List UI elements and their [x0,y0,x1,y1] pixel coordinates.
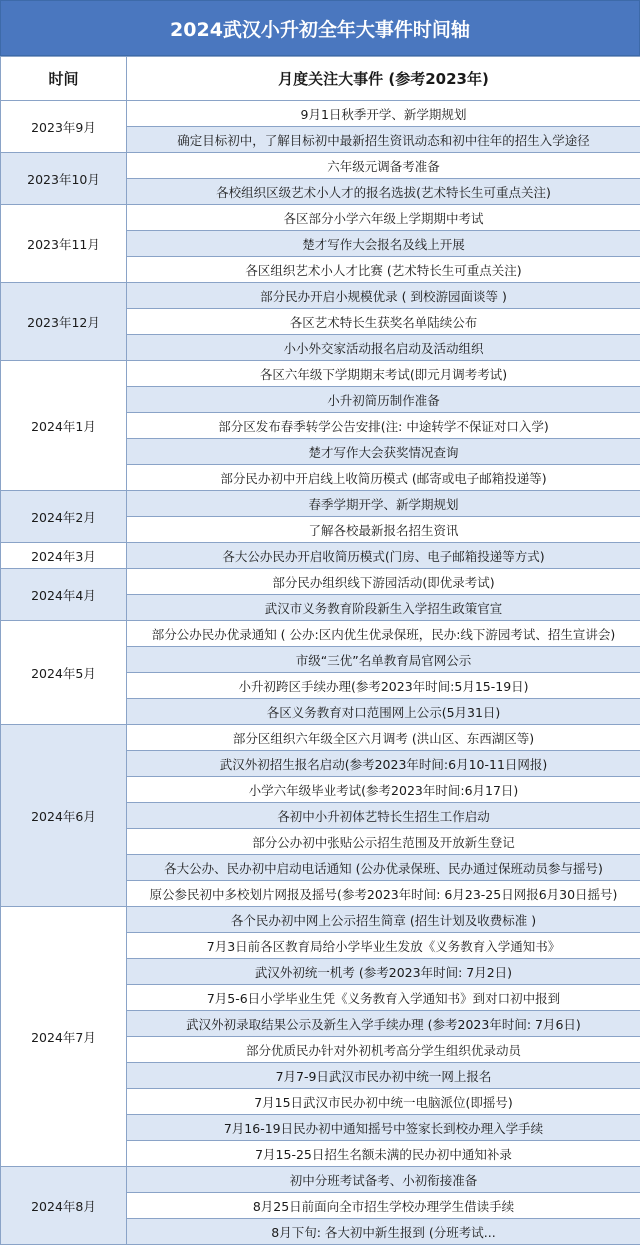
event-cell: 市级“三优”名单教育局官网公示 [127,647,640,673]
event-cell: 小学六年级毕业考试(参考2023年时间:6月17日) [127,777,640,803]
event-cell: 确定目标初中，了解目标初中最新招生资讯动态和初中往年的招生入学途径 [127,127,640,153]
event-cell: 7月15-25日招生名额未满的民办初中通知补录 [127,1141,640,1167]
event-cell: 部分区组织六年级全区六月调考 (洪山区、东西湖区等) [127,725,640,751]
event-cell: 楚才写作大会获奖情况查询 [127,439,640,465]
event-cell: 各个民办初中网上公示招生简章 (招生计划及收费标准 ) [127,907,640,933]
event-cell: 各初中小升初体艺特长生招生工作启动 [127,803,640,829]
event-cell: 部分区发布春季转学公告安排(注: 中途转学不保证对口入学) [127,413,640,439]
month-cell: 2024年1月 [1,361,127,491]
event-cell: 7月15日武汉市民办初中统一电脑派位(即摇号) [127,1089,640,1115]
event-cell: 各大公办、民办初中启动电话通知 (公办优录保班、民办通过保班动员参与摇号) [127,855,640,881]
event-cell: 9月1日秋季开学、新学期规划 [127,101,640,127]
event-cell: 8月下旬: 各大初中新生报到 (分班考试... [127,1219,640,1245]
event-row [1,361,640,387]
event-cell: 原公参民初中多校划片网报及摇号(参考2023年时间: 6月23-25日网报6月30日摇号) [127,881,640,907]
month-cell: 2023年9月 [1,101,127,153]
event-cell: 楚才写作大会报名及线上开展 [127,231,640,257]
month-cell: 2023年10月 [1,153,127,205]
event-cell: 各校组织区级艺术小人才的报名选拔(艺术特长生可重点关注) [127,179,640,205]
event-cell: 小小外交家活动报名启动及活动组织 [127,335,640,361]
event-cell: 部分民办开启小规模优录 ( 到校游园面谈等 ) [127,283,640,309]
event-cell: 7月7-9日武汉市民办初中统一网上报名 [127,1063,640,1089]
event-cell: 各区组织艺术小人才比赛 (艺术特长生可重点关注) [127,257,640,283]
event-cell: 武汉外初统一机考 (参考2023年时间: 7月2日) [127,959,640,985]
event-cell: 初中分班考试备考、小初衔接准备 [127,1167,640,1193]
month-cell: 2024年4月 [1,569,127,621]
event-cell: 部分公办民办优录通知 ( 公办:区内优生优录保班，民办:线下游园考试、招生宣讲会) [127,621,640,647]
event-row [1,101,640,127]
event-cell: 武汉外初招生报名启动(参考2023年时间:6月10-11日网报) [127,751,640,777]
event-cell: 7月3日前各区教育局给小学毕业生发放《义务教育入学通知书》 [127,933,640,959]
month-cell: 2024年2月 [1,491,127,543]
timeline-table [0,56,640,1245]
table-header-row [1,57,640,101]
event-cell: 武汉外初录取结果公示及新生入学手续办理 (参考2023年时间: 7月6日) [127,1011,640,1037]
event-cell: 春季学期开学、新学期规划 [127,491,640,517]
event-cell: 小升初简历制作准备 [127,387,640,413]
event-cell: 部分民办初中开启线上收简历模式 (邮寄或电子邮箱投递等) [127,465,640,491]
event-cell: 各大公办民办开启收简历模式(门房、电子邮箱投递等方式) [127,543,640,569]
event-cell: 各区部分小学六年级上学期期中考试 [127,205,640,231]
month-cell: 2024年6月 [1,725,127,907]
month-cell: 2024年7月 [1,907,127,1167]
header-events: 月度关注大事件 (参考2023年) [127,57,640,101]
event-row [1,491,640,517]
event-row [1,621,640,647]
event-row [1,569,640,595]
event-cell: 部分优质民办针对外初机考高分学生组织优录动员 [127,1037,640,1063]
event-cell: 部分民办组织线下游园活动(即优录考试) [127,569,640,595]
event-cell: 7月5-6日小学毕业生凭《义务教育入学通知书》到对口初中报到 [127,985,640,1011]
event-cell: 小升初跨区手续办理(参考2023年时间:5月15-19日) [127,673,640,699]
event-row [1,725,640,751]
event-row [1,283,640,309]
event-row [1,205,640,231]
event-cell: 六年级元调备考准备 [127,153,640,179]
page-title: 2024武汉小升初全年大事件时间轴 [0,0,640,56]
header-time: 时间 [1,57,127,101]
event-cell: 7月16-19日民办初中通知摇号中签家长到校办理入学手续 [127,1115,640,1141]
month-cell: 2023年11月 [1,205,127,283]
month-cell: 2024年3月 [1,543,127,569]
event-cell: 各区六年级下学期期末考试(即元月调考考试) [127,361,640,387]
month-cell: 2024年5月 [1,621,127,725]
event-cell: 了解各校最新报名招生资讯 [127,517,640,543]
event-cell: 8月25日前面向全市招生学校办理学生借读手续 [127,1193,640,1219]
timeline-body [1,101,640,1245]
event-row [1,1167,640,1193]
month-cell: 2023年12月 [1,283,127,361]
event-row [1,543,640,569]
month-cell: 2024年8月 [1,1167,127,1245]
event-row [1,907,640,933]
event-row [1,153,640,179]
event-cell: 各区艺术特长生获奖名单陆续公布 [127,309,640,335]
event-cell: 部分公办初中张贴公示招生范围及开放新生登记 [127,829,640,855]
event-cell: 各区义务教育对口范围网上公示(5月31日) [127,699,640,725]
event-cell: 武汉市义务教育阶段新生入学招生政策官宣 [127,595,640,621]
